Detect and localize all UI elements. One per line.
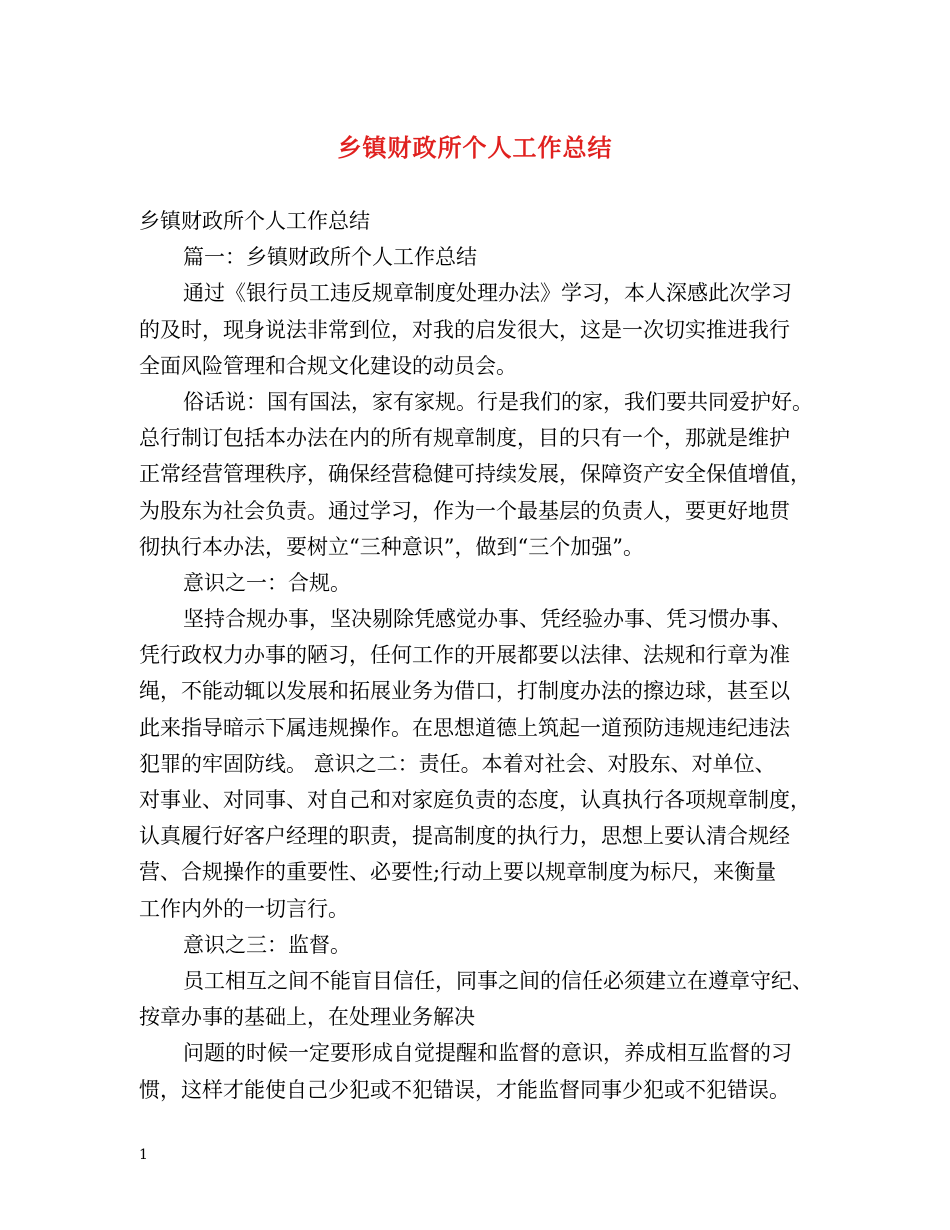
- page-number: 1: [139, 1147, 148, 1163]
- text-line: 正常经营管理秩序，确保经营稳健可持续发展，保障资产安全保值增值，: [139, 462, 811, 487]
- text-line: 员工相互之间不能盲目信任，同事之间的信任必须建立在遵章守纪、: [183, 968, 813, 993]
- text-line: 问题的时候一定要形成自觉提醒和监督的意识，养成相互监督的习: [183, 1041, 792, 1066]
- text-line: 坚持合规办事，坚决剔除凭感觉办事、凭经验办事、凭习惯办事、: [183, 607, 792, 632]
- text-line: 篇一：乡镇财政所个人工作总结: [183, 245, 477, 270]
- text-line: 意识之一：合规。: [183, 570, 351, 595]
- text-line: 按章办事的基础上，在处理业务解决: [139, 1005, 475, 1030]
- text-line: 惯，这样才能使自己少犯或不犯错误，才能监督同事少犯或不犯错误。: [139, 1077, 790, 1102]
- text-line: 营、合规操作的重要性、必要性;行动上要以规章制度为标尺，来衡量: [139, 860, 777, 885]
- text-line: 的及时，现身说法非常到位，对我的启发很大，这是一次切实推进我行: [139, 317, 790, 342]
- text-line: 俗话说：国有国法，家有家规。行是我们的家，我们要共同爱护好。: [183, 389, 813, 414]
- text-line: 意识之三：监督。: [183, 932, 351, 957]
- text-line: 绳，不能动辄以发展和拓展业务为借口，打制度办法的擦边球，甚至以: [139, 679, 790, 704]
- text-line: 对事业、对同事、对自己和对家庭负责的态度，认真执行各项规章制度，: [139, 788, 811, 812]
- text-line: 为股东为社会负责。通过学习，作为一个最基层的负责人，要更好地贯: [139, 498, 790, 523]
- document-body: [139, 203, 831, 1108]
- text-line: 认真履行好客户经理的职责，提高制度的执行力，思想上要认清合规经: [139, 824, 790, 849]
- text-line: 通过《银行员工违反规章制度处理办法》学习，本人深感此次学习: [183, 281, 792, 306]
- text-line: 总行制订包括本办法在内的所有规章制度，目的只有一个，那就是维护: [139, 426, 790, 451]
- text-line: 犯罪的牢固防线。 意识之二：责任。本着对社会、对股东、对单位、: [139, 751, 776, 776]
- text-line: 全面风险管理和合规文化建设的动员会。: [139, 353, 517, 378]
- text-line: 此来指导暗示下属违规操作。在思想道德上筑起一道预防违规违纪违法: [139, 715, 790, 740]
- text-line: 乡镇财政所个人工作总结: [139, 209, 370, 233]
- text-line: 凭行政权力办事的陋习，任何工作的开展都要以法律、法规和行章为准: [139, 643, 790, 668]
- text-line: 彻执行本办法，要树立“三种意识”，做到“三个加强”。: [139, 534, 644, 559]
- document-title: 乡镇财政所个人工作总结: [337, 133, 613, 162]
- text-line: 工作内外的一切言行。: [139, 896, 349, 921]
